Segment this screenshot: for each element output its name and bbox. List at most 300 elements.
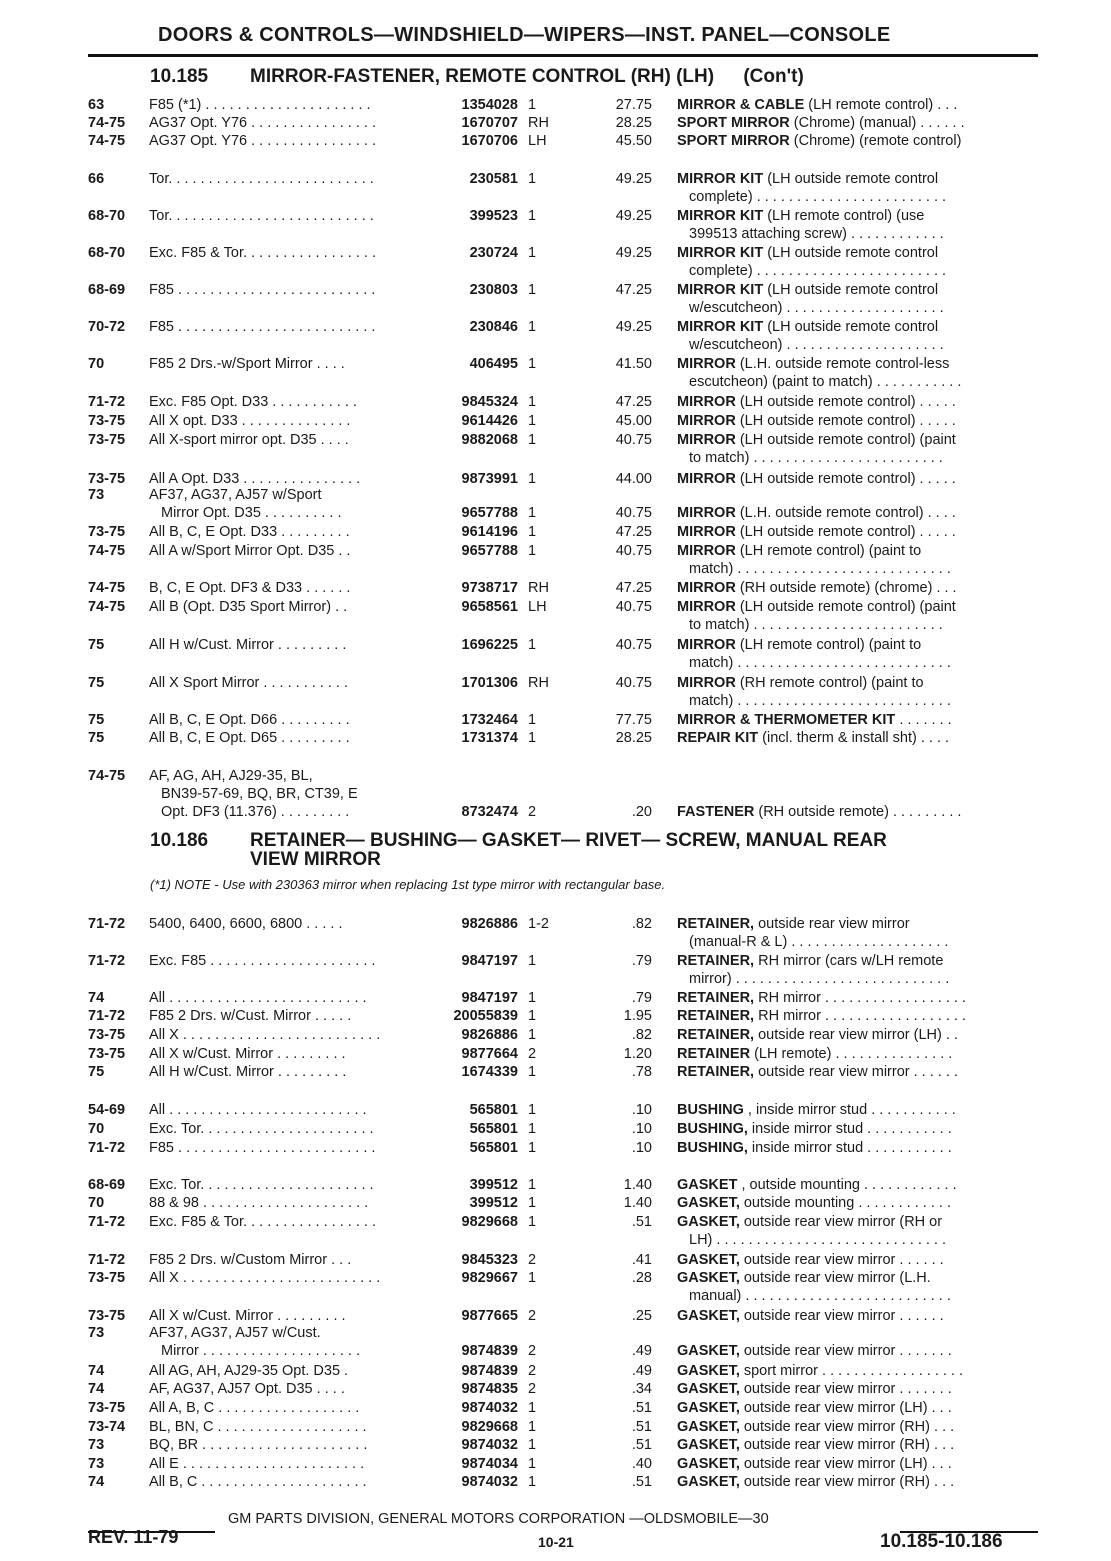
model-application: BL, BN, C . . . . . . . . . . . . . . . . . . .	[149, 1419, 367, 1435]
table-row	[0, 989, 1111, 1007]
model-application: B, C, E Opt. DF3 & D33 . . . . . .	[149, 580, 351, 596]
quantity: 1	[528, 394, 537, 410]
table-row	[0, 952, 1111, 987]
part-description	[677, 1045, 1039, 1063]
part-number: 9874032	[461, 1400, 518, 1416]
part-description-cont: manual) . . . . . . . . . . . . . . . . . . . . . . . . . .	[689, 1288, 951, 1304]
model-application: F85 2 Drs. w/Custom Mirror . . .	[149, 1252, 352, 1268]
part-detail: (LH outside remote control) . . . . .	[735, 394, 956, 410]
quantity: 1	[528, 1456, 537, 1472]
part-description	[677, 1399, 1039, 1417]
part-description	[677, 579, 1039, 597]
table-row	[0, 431, 1111, 466]
part-number: 9874839	[461, 1343, 518, 1359]
part-description-cont: LH) . . . . . . . . . . . . . . . . . . . . . . . . . . . . .	[689, 1232, 947, 1248]
model-application: All B, C, E Opt. D66 . . . . . . . . .	[149, 712, 350, 728]
model-application: AF37, AG37, AJ57 w/Cust.	[149, 1325, 321, 1341]
price: .28	[631, 1270, 652, 1286]
part-number: 8732474	[461, 804, 518, 820]
part-description	[677, 393, 1039, 411]
page-header-title: DOORS & CONTROLS—WINDSHIELD—WIPERS—INST. PANEL—CONSOLE	[158, 24, 891, 46]
part-name: GASKET,	[677, 1419, 740, 1435]
section-title: RETAINER— BUSHING— GASKET— RIVET— SCREW, MANUAL REAR	[250, 830, 887, 851]
part-detail: inside mirror stud . . . . . . . . . . .	[747, 1121, 952, 1137]
part-detail: (LH outside remote control) . . . . .	[735, 471, 956, 487]
part-name: BUSHING,	[677, 1121, 748, 1137]
part-detail: (RH outside remote) . . . . . . . . .	[754, 804, 962, 820]
part-description	[677, 1251, 1039, 1269]
part-name: MIRROR	[677, 637, 736, 653]
part-number: 1701306	[461, 675, 518, 691]
part-number: 9877665	[461, 1308, 518, 1324]
year-range: 70-72	[88, 319, 126, 335]
part-number: 9847197	[461, 990, 518, 1006]
quantity: 2	[528, 1252, 537, 1268]
model-application: BQ, BR . . . . . . . . . . . . . . . . . . . . .	[149, 1437, 368, 1453]
year-range: 66	[88, 171, 105, 187]
model-application: All A, B, C . . . . . . . . . . . . . . . . . .	[149, 1400, 360, 1416]
quantity: 1	[528, 171, 537, 187]
price: 1.40	[623, 1195, 652, 1211]
part-name: MIRROR	[677, 599, 736, 615]
part-description-cont: w/escutcheon) . . . . . . . . . . . . . . . . . . . .	[689, 337, 944, 353]
part-number: 9614196	[461, 524, 518, 540]
part-description	[677, 132, 1039, 150]
model-application: All X opt. D33 . . . . . . . . . . . . . .	[149, 413, 351, 429]
price: .25	[631, 1308, 652, 1324]
part-number: 9614426	[461, 413, 518, 429]
part-description	[677, 431, 1039, 449]
table-row	[0, 1418, 1111, 1436]
part-detail: outside rear view mirror (RH) . . .	[739, 1474, 955, 1490]
price: .10	[631, 1121, 652, 1137]
model-application: F85 (*1) . . . . . . . . . . . . . . . . . . . . .	[149, 97, 371, 113]
price: 40.75	[615, 675, 652, 691]
model-application-cont: BN39-57-69, BQ, BR, CT39, E	[161, 786, 358, 802]
part-name: RETAINER,	[677, 1027, 755, 1043]
part-detail: outside rear view mirror . . . . . .	[739, 1252, 944, 1268]
part-name: GASKET,	[677, 1381, 740, 1397]
part-detail: outside rear view mirror . . . . . .	[739, 1308, 944, 1324]
model-application: F85 . . . . . . . . . . . . . . . . . . . . . . . . .	[149, 319, 376, 335]
part-name: MIRROR	[677, 580, 736, 596]
year-range: 68-69	[88, 1177, 126, 1193]
quantity: 1	[528, 990, 537, 1006]
table-row	[0, 1455, 1111, 1473]
part-detail: sport mirror . . . . . . . . . . . . . . . . . .	[739, 1363, 964, 1379]
quantity: 2	[528, 1046, 537, 1062]
part-description-cont: to match) . . . . . . . . . . . . . . . . . . . . . . . .	[689, 617, 943, 633]
quantity: RH	[528, 115, 549, 131]
section-title-line2: VIEW MIRROR	[250, 849, 381, 870]
part-description-cont: complete) . . . . . . . . . . . . . . . . . . . . . . . .	[689, 263, 947, 279]
quantity: 1	[528, 524, 537, 540]
part-name: GASKET,	[677, 1400, 740, 1416]
table-row	[0, 523, 1111, 541]
part-description	[677, 915, 1039, 933]
model-application: All X w/Cust. Mirror . . . . . . . . .	[149, 1308, 346, 1324]
part-description-cont: (manual-R & L) . . . . . . . . . . . . . . . . . . . .	[689, 934, 949, 950]
part-number: 1354028	[461, 97, 518, 113]
part-description-cont: escutcheon) (paint to match) . . . . . . . . . . .	[689, 374, 962, 390]
model-application: 88 & 98 . . . . . . . . . . . . . . . . . . . . .	[149, 1195, 369, 1211]
part-number: 9829667	[461, 1270, 518, 1286]
price: 1.40	[623, 1177, 652, 1193]
part-detail: (LH outside remote control	[763, 171, 939, 187]
part-description	[677, 1194, 1039, 1212]
footer-page-number: 10-21	[538, 1534, 574, 1550]
part-detail: (LH remote control) (use	[763, 208, 925, 224]
model-application: F85 . . . . . . . . . . . . . . . . . . . . . . . . .	[149, 1140, 376, 1156]
part-name: RETAINER,	[677, 953, 755, 969]
table-row	[0, 132, 1111, 150]
quantity: 1	[528, 282, 537, 298]
table-row	[0, 636, 1111, 671]
part-description	[677, 674, 1039, 692]
price: .51	[631, 1474, 652, 1490]
part-name: MIRROR KIT	[677, 245, 764, 261]
part-number: 9826886	[461, 916, 518, 932]
part-number: 230724	[469, 245, 518, 261]
model-application: Exc. Tor. . . . . . . . . . . . . . . . . . . . . .	[149, 1121, 374, 1137]
part-description	[677, 1026, 1039, 1044]
part-number: 9873991	[461, 471, 518, 487]
part-name: MIRROR	[677, 471, 736, 487]
year-range: 70	[88, 1195, 105, 1211]
part-name: MIRROR	[677, 505, 736, 521]
quantity: 1	[528, 712, 537, 728]
quantity: 1	[528, 1195, 537, 1211]
part-description	[677, 1213, 1039, 1231]
year-range: 75	[88, 637, 105, 653]
part-name: GASKET,	[677, 1195, 740, 1211]
year-range: 75	[88, 730, 105, 746]
part-description	[677, 1007, 1039, 1025]
model-application: 5400, 6400, 6600, 6800 . . . . .	[149, 916, 343, 932]
part-number: 399523	[469, 208, 518, 224]
price: .10	[631, 1102, 652, 1118]
part-name: GASKET,	[677, 1270, 740, 1286]
model-application: All H w/Cust. Mirror . . . . . . . . .	[149, 1064, 347, 1080]
quantity: 2	[528, 1343, 537, 1359]
price: .51	[631, 1419, 652, 1435]
part-detail: (LH remote control) . . .	[804, 97, 958, 113]
part-detail: (LH outside remote control) . . . . .	[735, 413, 956, 429]
part-description	[677, 170, 1039, 188]
part-number: 9877664	[461, 1046, 518, 1062]
part-name: RETAINER	[677, 1046, 751, 1062]
table-row	[0, 729, 1111, 747]
part-detail: (Chrome) (remote control)	[789, 133, 962, 149]
part-detail: outside rear view mirror . . . . . . .	[739, 1343, 952, 1359]
part-detail: (incl. therm & install sht) . . . .	[758, 730, 950, 746]
footer-publisher: GM PARTS DIVISION, GENERAL MOTORS CORPORATION —OLDSMOBILE—30	[228, 1511, 769, 1527]
price: .51	[631, 1214, 652, 1230]
year-range: 74	[88, 990, 105, 1006]
table-row	[0, 393, 1111, 411]
model-application: All E . . . . . . . . . . . . . . . . . . . . . . .	[149, 1456, 365, 1472]
quantity: 1	[528, 1270, 537, 1286]
part-name: MIRROR	[677, 543, 736, 559]
part-detail: (LH outside remote control	[763, 319, 939, 335]
year-range: 71-72	[88, 1252, 126, 1268]
year-range: 73	[88, 1437, 105, 1453]
model-application: All X Sport Mirror . . . . . . . . . . .	[149, 675, 349, 691]
year-range: 73	[88, 1325, 105, 1341]
quantity: 1	[528, 1177, 537, 1193]
part-detail: outside rear view mirror (RH) . . .	[739, 1419, 955, 1435]
year-range: 73-75	[88, 471, 126, 487]
part-description	[677, 1307, 1039, 1325]
year-range: 68-69	[88, 282, 126, 298]
table-row	[0, 1269, 1111, 1304]
price: 40.75	[615, 599, 652, 615]
part-number: 9874034	[461, 1456, 518, 1472]
table-row	[0, 114, 1111, 132]
part-description	[677, 244, 1039, 262]
year-range: 73-74	[88, 1419, 126, 1435]
price: 1.20	[623, 1046, 652, 1062]
part-number: 565801	[469, 1140, 518, 1156]
part-number: 9845323	[461, 1252, 518, 1268]
price: 41.50	[615, 356, 652, 372]
part-number: 9826886	[461, 1027, 518, 1043]
part-number: 1696225	[461, 637, 518, 653]
part-description	[677, 1063, 1039, 1081]
table-row	[0, 1007, 1111, 1025]
part-name: GASKET,	[677, 1252, 740, 1268]
part-description	[677, 729, 1039, 747]
price: 40.75	[615, 637, 652, 653]
part-detail: RH mirror (cars w/LH remote	[754, 953, 944, 969]
part-detail: outside rear view mirror (LH) . . .	[739, 1400, 952, 1416]
price: .79	[631, 953, 652, 969]
section-heading-10-185	[150, 66, 804, 88]
year-range: 74-75	[88, 580, 126, 596]
price: .20	[631, 804, 652, 820]
part-name: RETAINER,	[677, 1064, 755, 1080]
quantity: 1	[528, 432, 537, 448]
quantity: 1	[528, 953, 537, 969]
part-detail: (L.H. outside remote control-less	[735, 356, 950, 372]
price: .49	[631, 1363, 652, 1379]
quantity: 2	[528, 1308, 537, 1324]
section-heading-10-186	[150, 831, 887, 869]
part-description	[677, 523, 1039, 541]
part-description	[677, 1362, 1039, 1380]
part-number: 1674339	[461, 1064, 518, 1080]
part-detail: (LH outside remote control	[763, 245, 939, 261]
part-description	[677, 1176, 1039, 1194]
footer-section-range: 10.185-10.186	[880, 1531, 1003, 1552]
table-row	[0, 542, 1111, 577]
model-application: AF37, AG37, AJ57 w/Sport	[149, 487, 322, 503]
part-name: GASKET,	[677, 1343, 740, 1359]
quantity: 1	[528, 505, 537, 521]
table-row	[0, 1380, 1111, 1398]
model-application: All AG, AH, AJ29-35 Opt. D35 .	[149, 1363, 349, 1379]
year-range: 71-72	[88, 953, 126, 969]
part-number: 1732464	[461, 712, 518, 728]
part-detail: . . . . . . .	[895, 712, 952, 728]
section-note: (*1) NOTE - Use with 230363 mirror when replacing 1st type mirror with rectangular base.	[150, 877, 666, 892]
part-number: 565801	[469, 1102, 518, 1118]
quantity: 1	[528, 245, 537, 261]
quantity: 1	[528, 319, 537, 335]
price: 40.75	[615, 432, 652, 448]
section-continued: (Con't)	[743, 66, 804, 87]
price: 40.75	[615, 543, 652, 559]
part-detail: , inside mirror stud . . . . . . . . . . .	[743, 1102, 956, 1118]
part-name: REPAIR KIT	[677, 730, 759, 746]
table-row	[0, 915, 1111, 950]
part-name: MIRROR KIT	[677, 208, 764, 224]
part-number: 399512	[469, 1195, 518, 1211]
quantity: 1	[528, 1400, 537, 1416]
quantity: 1	[528, 208, 537, 224]
model-application: All A w/Sport Mirror Opt. D35 . .	[149, 543, 351, 559]
part-name: FASTENER	[677, 804, 755, 820]
year-range: 74-75	[88, 133, 126, 149]
part-detail: outside rear view mirror (L.H.	[739, 1270, 931, 1286]
price: .78	[631, 1064, 652, 1080]
table-row	[0, 486, 1111, 521]
part-name: GASKET,	[677, 1363, 740, 1379]
part-name: MIRROR & THERMOMETER KIT	[677, 712, 896, 728]
part-name: MIRROR KIT	[677, 282, 764, 298]
part-description	[677, 1473, 1039, 1491]
part-description	[677, 318, 1039, 336]
table-row	[0, 1436, 1111, 1454]
part-description	[677, 1120, 1039, 1138]
part-name: MIRROR	[677, 675, 736, 691]
part-name: RETAINER,	[677, 990, 755, 1006]
year-range: 74-75	[88, 768, 126, 784]
part-description	[677, 355, 1039, 373]
table-row	[0, 1026, 1111, 1044]
price: 47.25	[615, 394, 652, 410]
part-description	[677, 1139, 1039, 1157]
part-detail: (LH outside remote control) . . . . .	[735, 524, 956, 540]
part-number: 230803	[469, 282, 518, 298]
year-range: 71-72	[88, 1140, 126, 1156]
part-description	[677, 114, 1039, 132]
part-detail: (RH remote control) (paint to	[735, 675, 924, 691]
part-name: SPORT MIRROR	[677, 115, 790, 131]
quantity: 2	[528, 1363, 537, 1379]
part-detail: outside rear view mirror (LH) . .	[754, 1027, 958, 1043]
year-range: 73-75	[88, 413, 126, 429]
part-description	[677, 803, 1039, 821]
quantity: 2	[528, 804, 537, 820]
model-application: All A Opt. D33 . . . . . . . . . . . . . . .	[149, 471, 361, 487]
year-range: 54-69	[88, 1102, 126, 1118]
model-application: Exc. F85 & Tor. . . . . . . . . . . . . . . . .	[149, 245, 376, 261]
quantity: LH	[528, 599, 547, 615]
year-range: 73-75	[88, 1046, 126, 1062]
price: 45.50	[615, 133, 652, 149]
part-detail: RH mirror . . . . . . . . . . . . . . . . . .	[754, 1008, 966, 1024]
model-application: Exc. F85 & Tor. . . . . . . . . . . . . . . . .	[149, 1214, 376, 1230]
quantity: 1	[528, 1419, 537, 1435]
quantity: 1	[528, 97, 537, 113]
year-range: 75	[88, 1064, 105, 1080]
model-application: All X-sport mirror opt. D35 . . . .	[149, 432, 349, 448]
model-application: F85 2 Drs.-w/Sport Mirror . . . .	[149, 356, 345, 372]
part-name: GASKET	[677, 1177, 738, 1193]
model-application: F85 . . . . . . . . . . . . . . . . . . . . . . . . .	[149, 282, 376, 298]
part-name: MIRROR	[677, 356, 736, 372]
part-number: 9874032	[461, 1474, 518, 1490]
footer-revision: REV. 11-79	[88, 1527, 179, 1547]
model-application: All B, C, E Opt. D33 . . . . . . . . .	[149, 524, 350, 540]
table-row	[0, 1362, 1111, 1380]
model-application: All B (Opt. D35 Sport Mirror) . .	[149, 599, 348, 615]
section-number: 10.185	[150, 66, 209, 87]
part-name: MIRROR KIT	[677, 171, 764, 187]
model-application: All B, C, E Opt. D65 . . . . . . . . .	[149, 730, 350, 746]
part-description	[677, 1380, 1039, 1398]
quantity: 1	[528, 730, 537, 746]
part-description	[677, 207, 1039, 225]
table-row	[0, 1194, 1111, 1212]
table-row	[0, 207, 1111, 242]
part-description	[677, 989, 1039, 1007]
part-number: 9657788	[461, 505, 518, 521]
part-number: 399512	[469, 1177, 518, 1193]
part-description-cont: 399513 attaching screw) . . . . . . . . . . . .	[689, 226, 944, 242]
model-application: Exc. F85 . . . . . . . . . . . . . . . . . . . . .	[149, 953, 376, 969]
part-name: RETAINER,	[677, 916, 755, 932]
price: 44.00	[615, 471, 652, 487]
year-range: 73-75	[88, 432, 126, 448]
model-application: Tor. . . . . . . . . . . . . . . . . . . . . . . . . .	[149, 171, 374, 187]
part-name: GASKET,	[677, 1437, 740, 1453]
year-range: 74	[88, 1474, 105, 1490]
part-number: 20055839	[453, 1008, 518, 1024]
part-name: GASKET,	[677, 1308, 740, 1324]
table-row	[0, 579, 1111, 597]
price: .82	[631, 916, 652, 932]
year-range: 73	[88, 487, 105, 503]
part-description	[677, 412, 1039, 430]
table-row	[0, 1473, 1111, 1491]
part-description	[677, 542, 1039, 560]
year-range: 74-75	[88, 115, 126, 131]
quantity: 1	[528, 1121, 537, 1137]
model-application: F85 2 Drs. w/Cust. Mirror . . . . .	[149, 1008, 352, 1024]
part-description	[677, 1101, 1039, 1119]
model-application: Tor. . . . . . . . . . . . . . . . . . . . . . . . . .	[149, 208, 374, 224]
price: 40.75	[615, 505, 652, 521]
model-application: All X w/Cust. Mirror . . . . . . . . .	[149, 1046, 346, 1062]
year-range: 63	[88, 97, 105, 113]
part-detail: inside mirror stud . . . . . . . . . . .	[747, 1140, 952, 1156]
year-range: 70	[88, 356, 105, 372]
part-description	[677, 1342, 1039, 1360]
section-title: MIRROR-FASTENER, REMOTE CONTROL (RH) (LH)	[250, 66, 715, 87]
part-name: RETAINER,	[677, 1008, 755, 1024]
quantity: 1	[528, 1140, 537, 1156]
model-application: AF, AG, AH, AJ29-35, BL,	[149, 768, 313, 784]
price: 28.25	[615, 115, 652, 131]
table-row	[0, 1139, 1111, 1157]
part-number: 9847197	[461, 953, 518, 969]
table-row	[0, 244, 1111, 279]
price: .51	[631, 1437, 652, 1453]
part-description-cont: complete) . . . . . . . . . . . . . . . . . . . . . . . .	[689, 189, 947, 205]
quantity: 1	[528, 1008, 537, 1024]
